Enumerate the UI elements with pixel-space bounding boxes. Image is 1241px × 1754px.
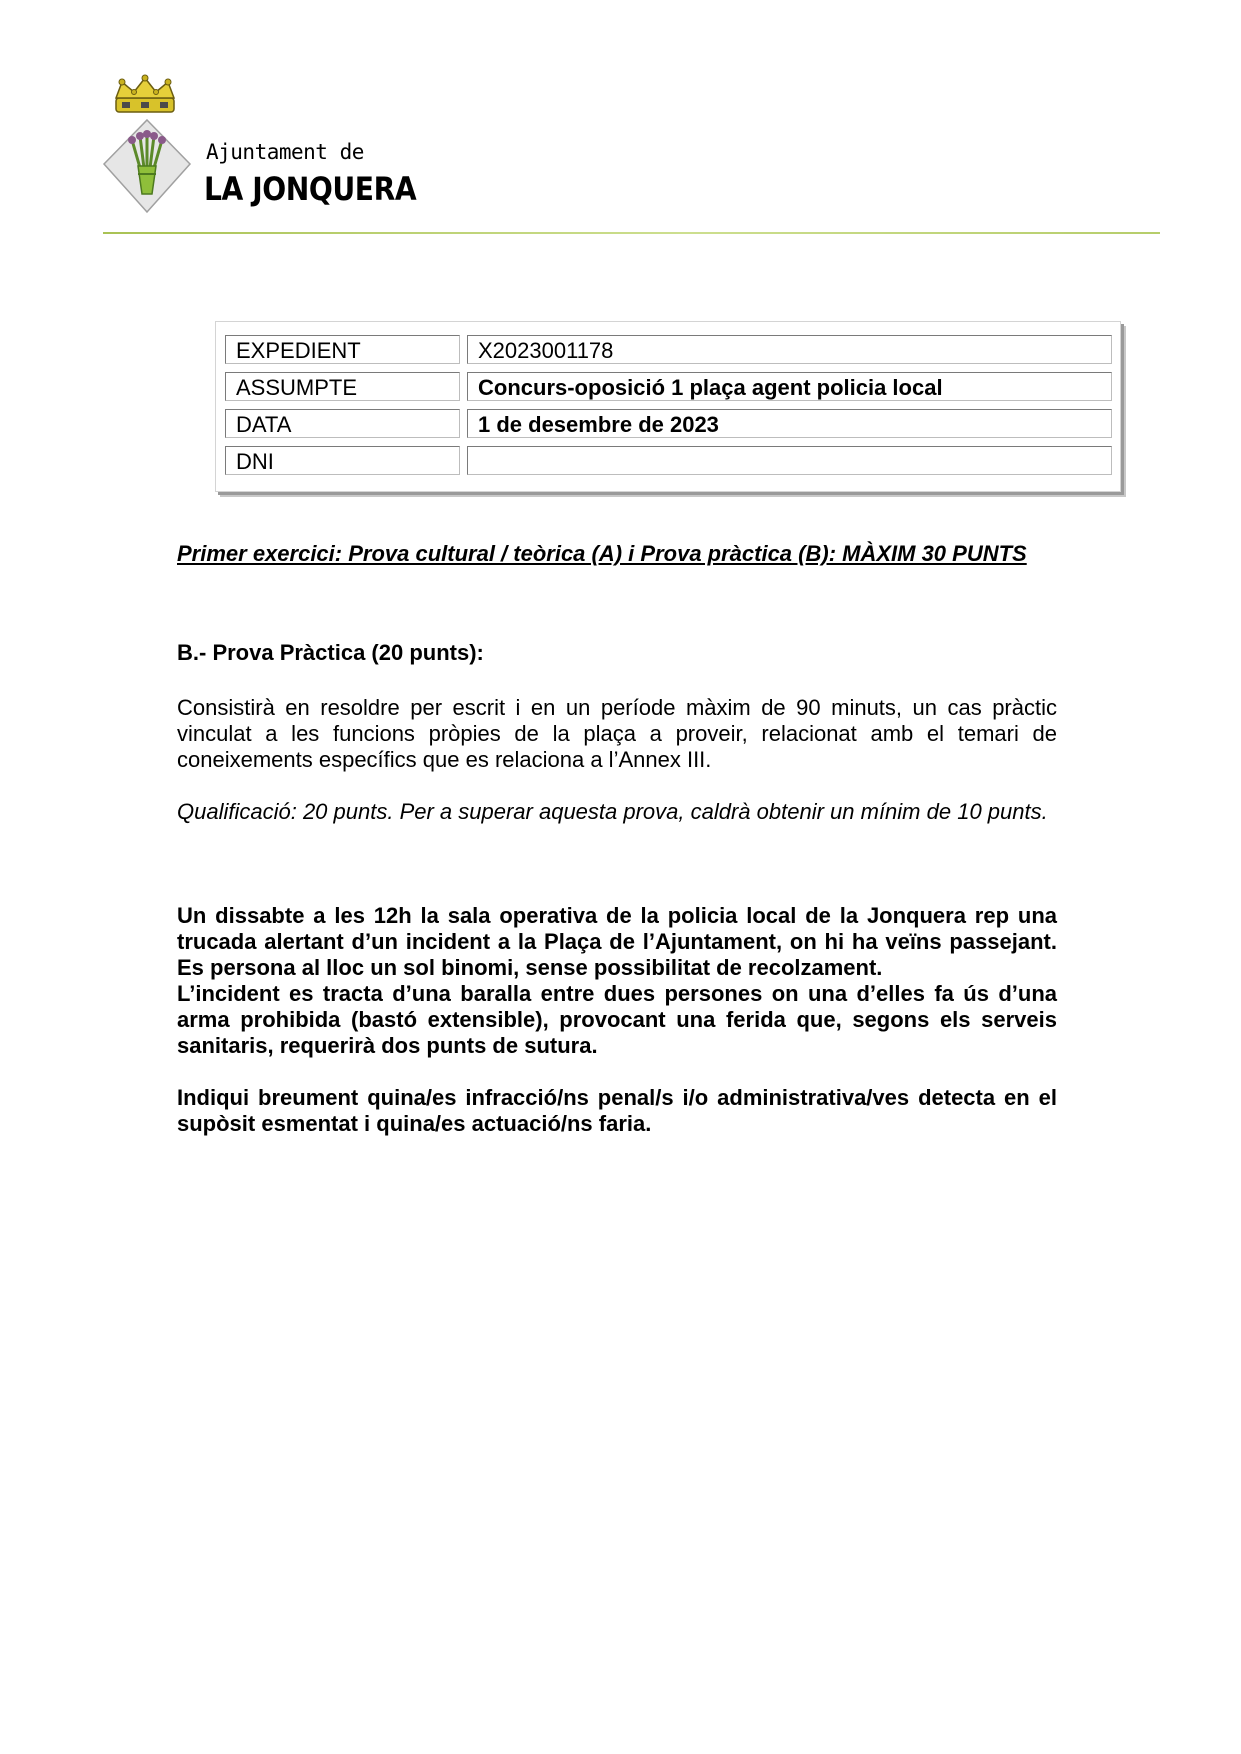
subheading: B.- Prova Pràctica (20 punts): xyxy=(177,640,484,665)
org-name: LA JONQUERA xyxy=(204,170,417,208)
info-value: Concurs-oposició 1 plaça agent policia local xyxy=(467,372,1112,401)
info-label: DNI xyxy=(225,446,460,475)
description-paragraph: Consistirà en resoldre per escrit i en un període màxim de 90 minuts, un cas pràctic vinculat a les funcions pròpies de la plaça a proveir, relacionat amb el temari de coneixements específics que es relaciona a l’Annex III. xyxy=(177,695,1057,772)
letterhead xyxy=(100,70,420,220)
info-value: 1 de desembre de 2023 xyxy=(467,409,1112,438)
info-label: DATA xyxy=(225,409,460,438)
info-label: ASSUMPTE xyxy=(225,372,460,401)
question-paragraph: Indiqui breument quina/es infracció/ns penal/s i/o administrativa/ves detecta en el supòsit esmentat i quina/es actuació/ns faria. xyxy=(177,1085,1057,1136)
crown-icon xyxy=(112,74,178,123)
qualification-paragraph: Qualificació: 20 punts. Per a superar aquesta prova, caldrà obtenir un mínim de 10 punts. xyxy=(177,799,1048,824)
info-value-empty xyxy=(467,446,1112,475)
org-prefix: Ajuntament de xyxy=(206,140,364,164)
file-info-table xyxy=(215,321,1121,492)
section-title: Primer exercici: Prova cultural / teòrica (A) i Prova pràctica (B): MÀXIM 30 PUNTS xyxy=(177,541,1027,566)
info-label: EXPEDIENT xyxy=(225,335,460,364)
municipal-crest-icon xyxy=(102,118,192,219)
header-divider xyxy=(103,232,1160,234)
case-paragraph-1: Un dissabte a les 12h la sala operativa de la policia local de la Jonquera rep una trucada alertant d’un incident a la Plaça de l’Ajuntament, on hi ha veïns passejant. Es persona al lloc un sol binomi, sense possibilitat de recolzament. xyxy=(177,903,1057,980)
info-value: X2023001178 xyxy=(467,335,1112,364)
case-paragraph-2: L’incident es tracta d’una baralla entre dues persones on una d’elles fa ús d’una arma prohibida (bastó extensible), provocant una ferida que, segons els serveis sanitaris, requerirà dos punts de sutura. xyxy=(177,981,1057,1058)
